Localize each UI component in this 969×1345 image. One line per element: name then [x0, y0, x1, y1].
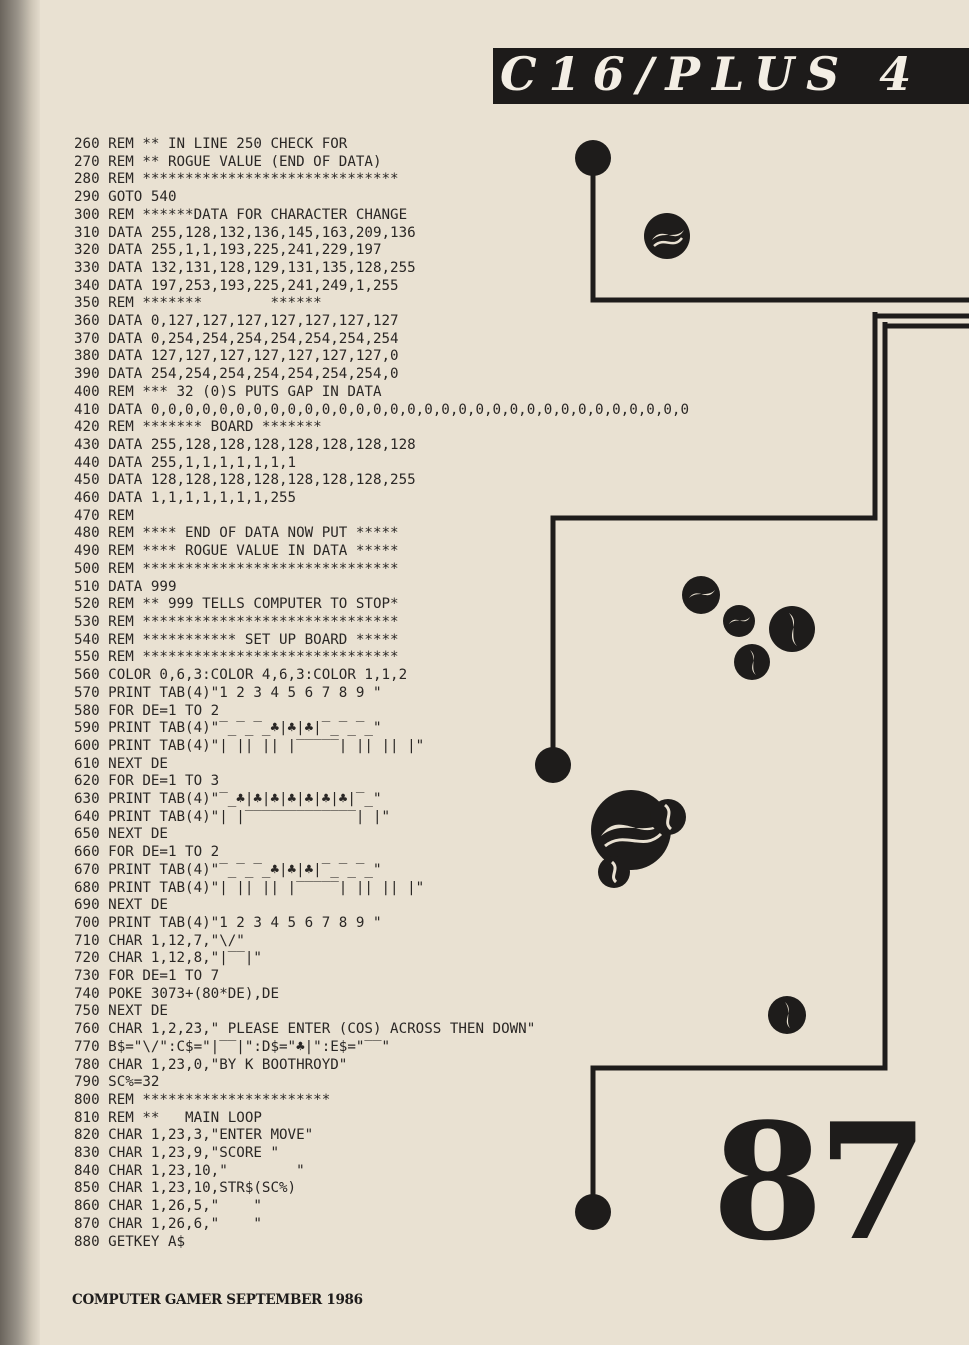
- code-line: 750 NEXT DE: [74, 1003, 168, 1020]
- code-line: 670 PRINT TAB(4)"‾_‾_‾_♣|♣|♣|‾_‾_‾_": [74, 861, 382, 878]
- code-line: 480 REM **** END OF DATA NOW PUT *****: [74, 525, 399, 542]
- code-line: 380 DATA 127,127,127,127,127,127,127,0: [74, 348, 399, 365]
- code-line: 370 DATA 0,254,254,254,254,254,254,254: [74, 330, 399, 347]
- code-line: 690 NEXT DE: [74, 897, 168, 914]
- code-line: 390 DATA 254,254,254,254,254,254,254,0: [74, 366, 399, 383]
- code-line: 490 REM **** ROGUE VALUE IN DATA *****: [74, 543, 399, 560]
- code-line: 860 CHAR 1,26,5," ": [74, 1198, 262, 1215]
- code-line: 780 CHAR 1,23,0,"BY K BOOTHROYD": [74, 1056, 348, 1073]
- code-line: 880 GETKEY A$: [74, 1233, 186, 1250]
- code-line: 420 REM ******* BOARD *******: [74, 419, 322, 436]
- code-line: 330 DATA 132,131,128,129,131,135,128,255: [74, 259, 416, 276]
- code-line: 640 PRINT TAB(4)"| |‾‾‾‾‾‾‾‾‾‾‾‾‾| |": [74, 808, 391, 825]
- code-line: 730 FOR DE=1 TO 7: [74, 968, 220, 985]
- code-line: 680 PRINT TAB(4)"| || || |‾‾‾‾‾| || || |": [74, 879, 425, 896]
- code-line: 590 PRINT TAB(4)"‾_‾_‾_♣|♣|♣|‾_‾_‾_": [74, 720, 382, 737]
- code-line: 550 REM ******************************: [74, 649, 399, 666]
- code-line: 400 REM *** 32 (0)S PUTS GAP IN DATA: [74, 383, 382, 400]
- code-line: 810 REM ** MAIN LOOP: [74, 1109, 262, 1126]
- code-line: 440 DATA 255,1,1,1,1,1,1,1: [74, 454, 297, 471]
- code-line: 460 DATA 1,1,1,1,1,1,1,255: [74, 490, 297, 507]
- code-line: 580 FOR DE=1 TO 2: [74, 702, 220, 719]
- circuit-line: [875, 316, 969, 326]
- code-line: 660 FOR DE=1 TO 2: [74, 844, 220, 861]
- code-line: 760 CHAR 1,2,23," PLEASE ENTER (COS) ACROSS THEN DOWN": [74, 1021, 536, 1038]
- code-line: 350 REM ******* ******: [74, 295, 322, 312]
- code-line: 610 NEXT DE: [74, 755, 168, 772]
- code-line: 340 DATA 197,253,193,225,241,249,1,255: [74, 277, 399, 294]
- code-line: 790 SC%=32: [74, 1074, 160, 1091]
- basic-listing: [74, 136, 844, 1251]
- code-line: 840 CHAR 1,23,10," ": [74, 1162, 305, 1179]
- code-line: 530 REM ******************************: [74, 613, 399, 630]
- section-title: C16/PLUS 4: [500, 47, 924, 101]
- footer-credit: COMPUTER GAMER SEPTEMBER 1986: [72, 1292, 363, 1308]
- code-line: 410 DATA 0,0,0,0,0,0,0,0,0,0,0,0,0,0,0,0,0,0,0,0,0,0,0,0,0,0,0,0,0,0,0,0: [74, 401, 689, 418]
- code-line: 290 GOTO 540: [74, 189, 177, 206]
- code-line: 600 PRINT TAB(4)"| || || |‾‾‾‾‾| || || |": [74, 737, 425, 754]
- code-line: 710 CHAR 1,12,7,"\/": [74, 932, 245, 949]
- code-line: 270 REM ** ROGUE VALUE (END OF DATA): [74, 153, 382, 170]
- code-line: 830 CHAR 1,23,9,"SCORE ": [74, 1145, 279, 1162]
- code-line: 850 CHAR 1,23,10,STR$(SC%): [74, 1180, 297, 1197]
- code-line: 520 REM ** 999 TELLS COMPUTER TO STOP*: [74, 596, 399, 613]
- code-line: 430 DATA 255,128,128,128,128,128,128,128: [74, 436, 416, 453]
- code-line: 450 DATA 128,128,128,128,128,128,128,255: [74, 472, 416, 489]
- code-line: 310 DATA 255,128,132,136,145,163,209,136: [74, 224, 416, 241]
- code-line: 870 CHAR 1,26,6," ": [74, 1215, 262, 1232]
- code-line: 300 REM ******DATA FOR CHARACTER CHANGE: [74, 206, 408, 223]
- code-line: 260 REM ** IN LINE 250 CHECK FOR: [74, 136, 348, 152]
- code-line: 700 PRINT TAB(4)"1 2 3 4 5 6 7 8 9 ": [74, 914, 382, 931]
- code-line: 820 CHAR 1,23,3,"ENTER MOVE": [74, 1127, 314, 1144]
- code-line: 280 REM ******************************: [74, 171, 399, 188]
- code-line: 650 NEXT DE: [74, 826, 168, 843]
- page-number: 87: [712, 1088, 923, 1276]
- code-line: 500 REM ******************************: [74, 560, 399, 577]
- code-line: 470 REM: [74, 507, 134, 524]
- code-line: 320 DATA 255,1,1,193,225,241,229,197: [74, 242, 382, 259]
- code-line: 570 PRINT TAB(4)"1 2 3 4 5 6 7 8 9 ": [74, 684, 382, 701]
- code-line: 800 REM **********************: [74, 1091, 331, 1108]
- code-line: 770 B$="\/":C$="|‾‾|":D$="♣|":E$="‾‾": [74, 1038, 391, 1055]
- code-line: 630 PRINT TAB(4)"‾_♣|♣|♣|♣|♣|♣|♣|‾_": [74, 791, 382, 808]
- code-line: 560 COLOR 0,6,3:COLOR 4,6,3:COLOR 1,1,2: [74, 667, 408, 684]
- code-line: 510 DATA 999: [74, 578, 177, 595]
- code-line: 620 FOR DE=1 TO 3: [74, 773, 220, 790]
- code-line: 720 CHAR 1,12,8,"|‾‾|": [74, 950, 262, 967]
- code-line: 540 REM *********** SET UP BOARD *****: [74, 631, 399, 648]
- code-line: 360 DATA 0,127,127,127,127,127,127,127: [74, 313, 399, 330]
- code-line: 740 POKE 3073+(80*DE),DE: [74, 985, 279, 1002]
